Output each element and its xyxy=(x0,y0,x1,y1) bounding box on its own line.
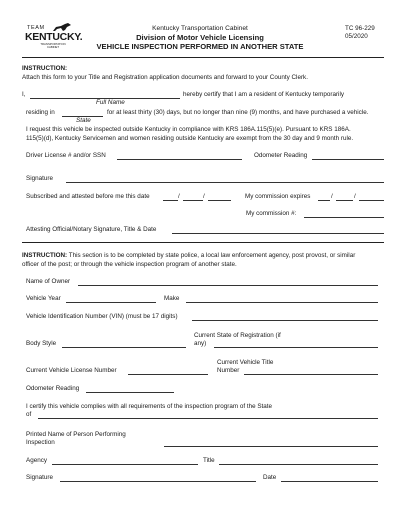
section-divider xyxy=(22,242,384,243)
vin-field[interactable] xyxy=(192,320,378,321)
logo-subline-2: CABINET xyxy=(46,45,60,50)
attesting-field[interactable] xyxy=(172,233,384,234)
logo-team-text: TEAM xyxy=(27,25,45,31)
body-style-label: Body Style xyxy=(26,340,57,347)
commission-slash-1: / xyxy=(331,193,333,200)
subscribed-year-field[interactable] xyxy=(208,200,231,201)
certify-text-1: hereby certify that I am a resident of Kentucky temporarily xyxy=(183,91,344,98)
current-state-field[interactable] xyxy=(214,347,378,348)
inspection-instruction-heading: INSTRUCTION: xyxy=(22,252,68,259)
certify-compliance-2: of xyxy=(26,411,32,418)
make-label: Make xyxy=(164,295,180,302)
title-field[interactable] xyxy=(219,464,378,465)
inspection-instruction-1 xyxy=(22,252,355,260)
commission-expires-label: My commission expires xyxy=(245,193,311,200)
title-label: Title xyxy=(203,457,215,464)
license-label: Driver License # and/or SSN xyxy=(26,152,106,159)
certify-text-2: for at least thirty (30) days, but no longer than nine (9) months, and have purchased a vehicle. xyxy=(107,109,369,116)
vehicle-year-field[interactable] xyxy=(66,302,156,303)
signature-field[interactable] xyxy=(66,182,384,183)
form-date: 05/2020 xyxy=(345,33,368,40)
signature-label: Signature xyxy=(26,175,53,182)
attesting-label: Attesting Official/Notary Signature, Title & Date xyxy=(26,226,157,233)
inspector-signature-label: Signature xyxy=(26,474,53,481)
body-style-field[interactable] xyxy=(62,347,186,348)
header-divider xyxy=(22,57,384,58)
subscribed-slash-2: / xyxy=(203,193,205,200)
agency-name: Kentucky Transportation Cabinet xyxy=(152,25,248,32)
agency-field[interactable] xyxy=(52,464,198,465)
make-field[interactable] xyxy=(186,302,378,303)
license-number-label: Current Vehicle License Number xyxy=(26,367,117,374)
license-field[interactable] xyxy=(117,159,242,160)
request-text-1: I request this vehicle be inspected outside Kentucky in compliance with KRS 186A.115(5)(e). Pursuant to KRS 186A. xyxy=(26,126,351,133)
commission-slash-2: / xyxy=(354,193,356,200)
printed-name-label-2: Inspection xyxy=(26,439,55,446)
commission-day-field[interactable] xyxy=(336,200,353,201)
form-number: TC 96-229 xyxy=(345,25,375,32)
inspection-odometer-label: Odometer Reading xyxy=(26,385,80,392)
inspection-instruction-2: officer of the post; or through the vehicle inspection program of another state. xyxy=(22,261,237,268)
owner-odometer-label: Odometer Reading xyxy=(254,152,308,159)
current-state-label-1: Current State of Registration (if xyxy=(194,332,281,339)
instruction-text: Attach this form to your Title and Registration application documents and forward to your County Clerk. xyxy=(22,74,308,81)
owner-odometer-field[interactable] xyxy=(312,159,384,160)
certify-i-label: I, xyxy=(22,91,26,98)
agency-label: Agency xyxy=(26,457,48,464)
division-name: Division of Motor Vehicle Licensing xyxy=(136,33,264,42)
instruction-heading: INSTRUCTION: xyxy=(22,65,68,72)
inspection-instruction-text: This section is to be completed by state police, a local law enforcement agency, post provost, or similar xyxy=(67,252,356,259)
inspection-date-label: Date xyxy=(263,474,277,481)
subscribed-slash-1: / xyxy=(178,193,180,200)
subscribed-month-field[interactable] xyxy=(163,200,178,201)
current-state-label-2: any) xyxy=(194,340,207,347)
subscribed-label: Subscribed and attested before me this date xyxy=(26,193,150,200)
certify-compliance-1: I certify this vehicle complies with all requirements of the inspection program of the State xyxy=(26,403,273,410)
logo-subline-1: TRANSPORTATION xyxy=(40,42,66,46)
current-title-label-2: Number xyxy=(217,367,240,374)
inspection-state-field[interactable] xyxy=(38,418,378,419)
request-text-2: 115(5)(d), Kentucky Servicemen and women residing outside Kentucky are exempt from the 30 day and 9 month rule. xyxy=(26,135,354,142)
printed-name-field[interactable] xyxy=(164,446,378,447)
vehicle-year-label: Vehicle Year xyxy=(26,295,61,302)
printed-name-label-1: Printed Name of Person Performing xyxy=(26,431,126,438)
owner-name-field[interactable] xyxy=(78,285,378,286)
full-name-caption: Full Name xyxy=(96,99,125,106)
logo-kentucky-text: KENTUCKY. xyxy=(25,31,83,43)
commission-year-field[interactable] xyxy=(359,200,384,201)
inspection-date-field[interactable] xyxy=(281,481,378,482)
license-number-field[interactable] xyxy=(128,374,208,375)
subscribed-day-field[interactable] xyxy=(183,200,203,201)
vin-label: Vehicle Identification Number (VIN) (must be 17 digits) xyxy=(26,313,178,320)
current-title-field[interactable] xyxy=(244,374,378,375)
inspector-signature-field[interactable] xyxy=(60,481,256,482)
residing-in-label: residing in xyxy=(26,109,55,116)
owner-name-label: Name of Owner xyxy=(26,278,71,285)
form-title: VEHICLE INSPECTION PERFORMED IN ANOTHER STATE xyxy=(96,42,304,51)
state-caption: State xyxy=(76,117,91,124)
commission-number-field[interactable] xyxy=(304,217,384,218)
commission-month-field[interactable] xyxy=(318,200,330,201)
commission-number-label: My commission #: xyxy=(246,210,297,217)
current-title-label-1: Current Vehicle Title xyxy=(217,359,274,366)
inspection-odometer-field[interactable] xyxy=(86,392,174,393)
